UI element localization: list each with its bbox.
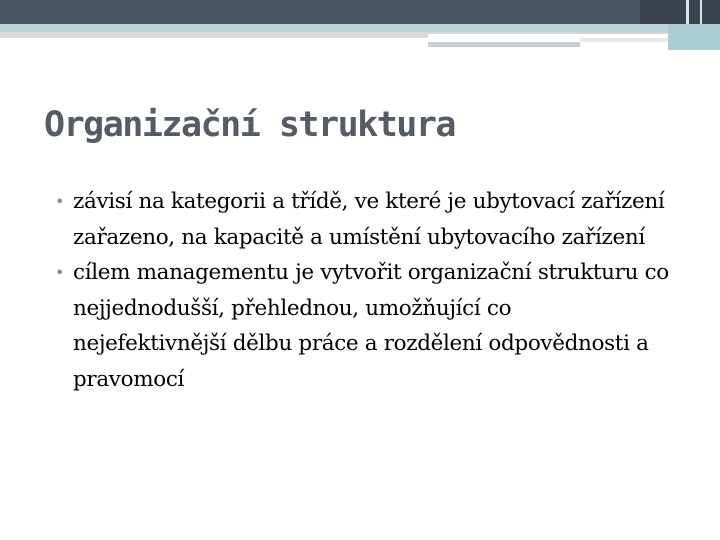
header-stripe-teal: [0, 24, 720, 32]
bullet-text: závisí na kategorii a třídě, ve které je ubytovací zařízení zařazeno, na kapacitě a umístění ubytovacího zařízení: [73, 189, 665, 250]
bullet-list: [50, 184, 670, 397]
header-band-divider: [686, 0, 689, 24]
header-band-divider: [700, 0, 702, 24]
bullet-text: cílem managementu je vytvořit organizační strukturu co nejjednodušší, přehlednou, umožňující co nejefektivnější dělbu práce a rozdělení odpovědnosti a pravomocí: [73, 260, 669, 392]
bullet-icon: •: [55, 192, 65, 211]
header-stripe-gray-short: [428, 42, 580, 47]
header-stripe-white-right: [580, 38, 668, 42]
bullet-icon: •: [55, 263, 65, 282]
header-stripe-gray-left: [0, 32, 430, 38]
list-item: [50, 255, 670, 397]
header-band: [0, 0, 720, 24]
header-band-right-block: [640, 0, 720, 24]
slide-title: Organizační struktura: [44, 105, 456, 145]
header-stripe-teal-right: [668, 24, 720, 50]
list-item: [50, 184, 670, 255]
